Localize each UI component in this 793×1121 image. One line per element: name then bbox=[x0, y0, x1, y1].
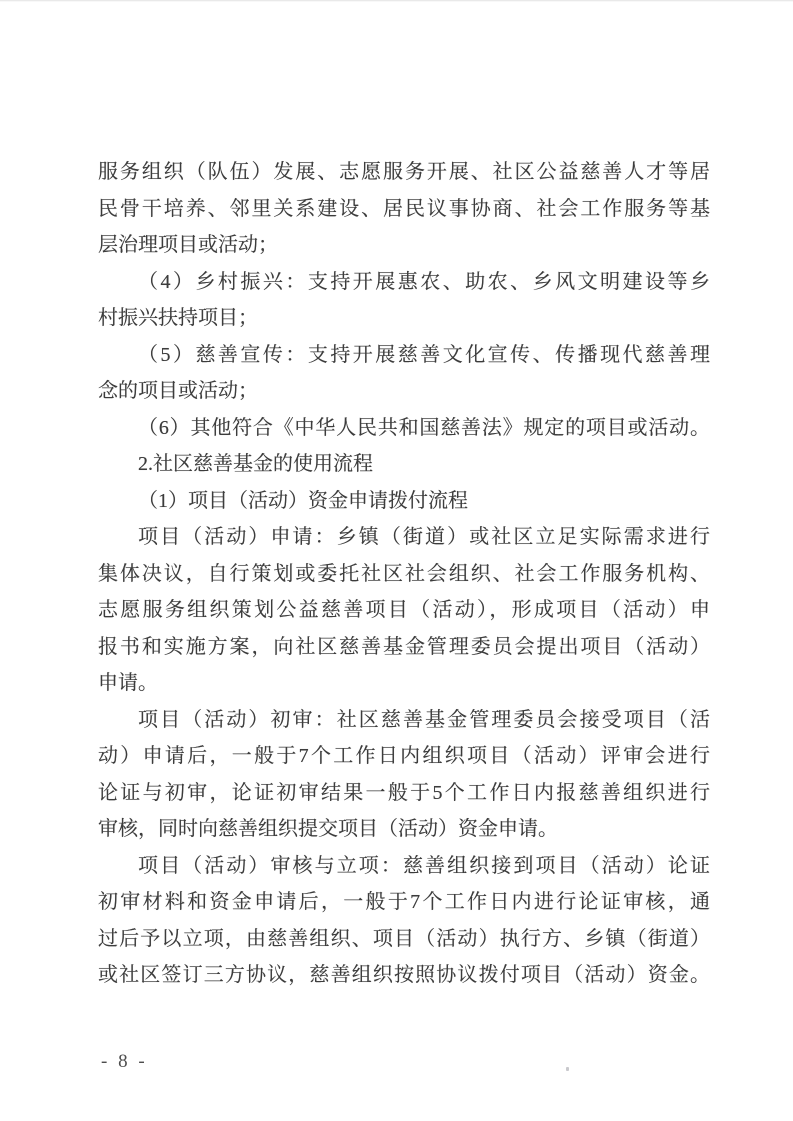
text-line: （5）慈善宣传：支持开展慈善文化宣传、传播现代慈善理 bbox=[138, 343, 710, 366]
text-line: 服务组织（队伍）发展、志愿服务开展、社区公益慈善人才等居 bbox=[98, 161, 710, 183]
subsection-heading-line: （1）项目（活动）资金申请拨付流程 bbox=[138, 489, 468, 512]
text-line: 集体决议，自行策划或委托社区社会组织、社会工作服务机构、 bbox=[98, 562, 710, 585]
text-line: 或社区签订三方协议，慈善组织按照协议拨付项目（活动）资金。 bbox=[98, 964, 710, 986]
text-line: 民骨干培养、邻里关系建设、居民议事协商、社会工作服务等基 bbox=[98, 197, 710, 220]
text-line: 层治理项目或活动； bbox=[98, 234, 278, 256]
text-line: 项目（活动）申请：乡镇（街道）或社区立足实际需求进行 bbox=[138, 526, 710, 548]
text-line: （4）乡村振兴：支持开展惠农、助农、乡风文明建设等乡 bbox=[138, 270, 710, 293]
document-body bbox=[98, 154, 710, 994]
text-line: 审核，同时向慈善组织提交项目（活动）资金申请。 bbox=[98, 818, 558, 840]
page-number: - 8 - bbox=[101, 1051, 148, 1072]
text-line: 论证与初审，论证初审结果一般于5个工作日内报慈善组织进行 bbox=[98, 781, 710, 804]
section-heading-line: 2.社区慈善基金的使用流程 bbox=[138, 453, 373, 475]
text-line: 项目（活动）审核与立项：慈善组织接到项目（活动）论证 bbox=[138, 854, 710, 877]
text-line: 念的项目或活动； bbox=[98, 380, 258, 402]
text-line: 志愿服务组织策划公益慈善项目（活动），形成项目（活动）申 bbox=[98, 599, 710, 621]
scan-artifact bbox=[566, 1067, 569, 1071]
text-line: 初审材料和资金申请后，一般于7个工作日内进行论证审核，通 bbox=[98, 891, 710, 913]
text-line: 项目（活动）初审：社区慈善基金管理委员会接受项目（活 bbox=[138, 708, 710, 731]
text-line: 报书和实施方案，向社区慈善基金管理委员会提出项目（活动） bbox=[98, 635, 710, 658]
text-line: 申请。 bbox=[98, 672, 158, 694]
text-line: （6）其他符合《中华人民共和国慈善法》规定的项目或活动。 bbox=[138, 416, 710, 439]
text-line: 动）申请后，一般于7个工作日内组织项目（活动）评审会进行 bbox=[98, 745, 710, 767]
text-line: 过后予以立项，由慈善组织、项目（活动）执行方、乡镇（街道） bbox=[98, 927, 710, 950]
text-line: 村振兴扶持项目； bbox=[98, 307, 258, 329]
scan-edge-line bbox=[0, 0, 793, 2]
